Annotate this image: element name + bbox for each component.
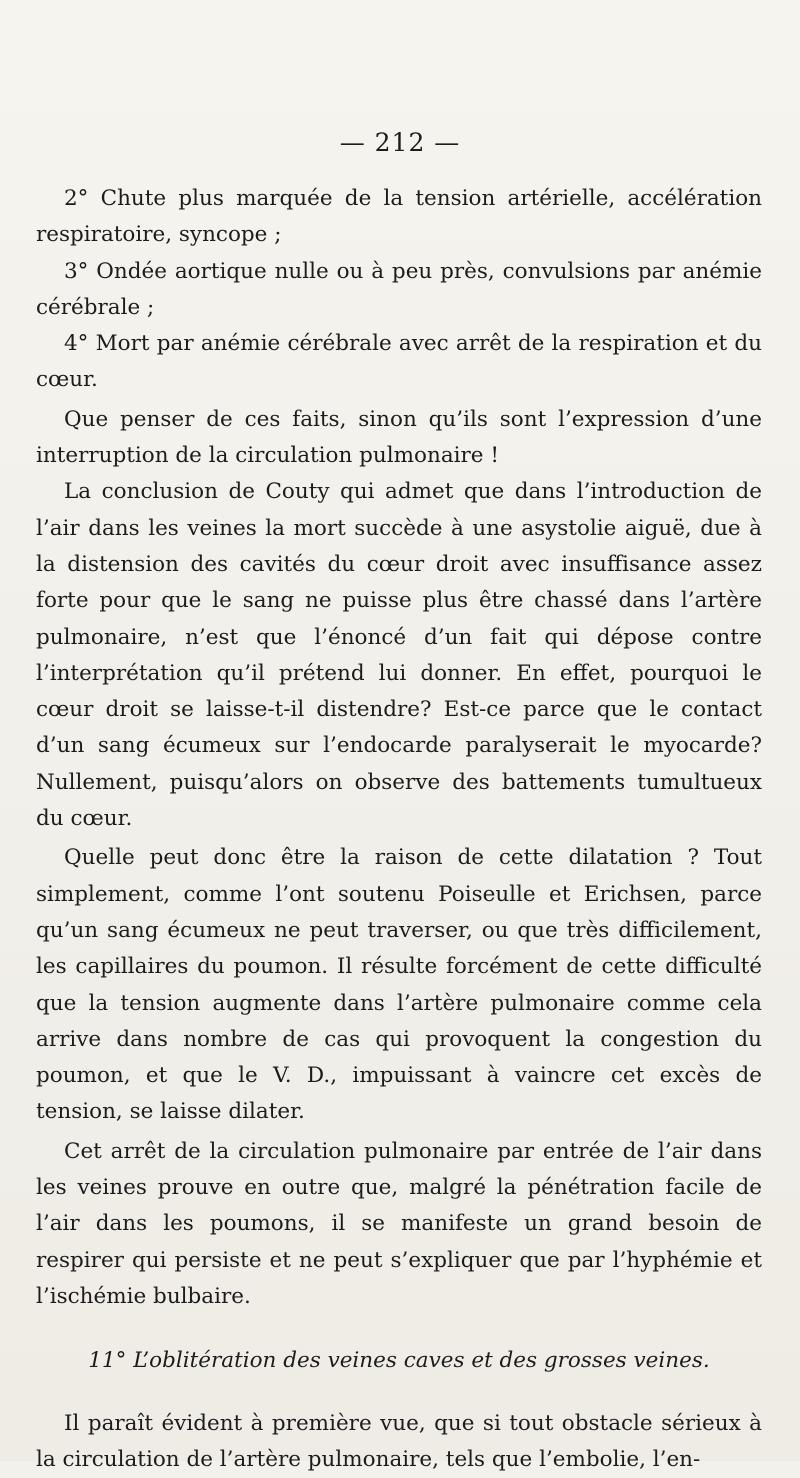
paragraph-item-4: 4° Mort par anémie cérébrale avec arrêt de la respiration et du cœur. [36,326,762,399]
paragraph-question: Que penser de ces faits, sinon qu’ils sont l’expression d’une interruption de la circulation pulmonaire ! [36,402,762,475]
paragraph-closing: Il paraît évident à première vue, que si tout obstacle sérieux à la circulation de l’artère pulmonaire, tels que l’embolie, l’en- [36,1406,762,1478]
section-title: 11° L’oblitération des veines caves et des grosses veines. [36,1343,762,1379]
page-number: — 212 — [0,128,800,157]
paragraph-couty: La conclusion de Couty qui admet que dans l’introduction de l’air dans les veines la mort succède à une asystolie aiguë, due à la distension des cavités du cœur droit avec insuffisance assez forte pour que le sang ne puisse plus être chassé dans l’artère pulmonaire, n’est que l’énoncé d’un fait qui dépose contre l’interprétation qu’il prétend lui donner. En effet, pourquoi le cœur droit se laisse-t-il distendre? Est-ce parce que le contact d’un sang écumeux sur l’endocarde paralyserait le myocarde? Nullement, puisqu’alors on observe des battements tumultueux du cœur. [36,474,762,837]
paragraph-item-2: 2° Chute plus marquée de la tension artérielle, accélération respiratoire, syncope ; [36,181,762,254]
paragraph-dilatation: Quelle peut donc être la raison de cette dilatation ? Tout simplement, comme l’ont soutenu Poiseulle et Erichsen, parce qu’un sang écumeux ne peut traverser, ou que très difficilement, les capillaires du poumon. Il résulte forcément de cette difficulté que la tension augmente dans l’artère pulmonaire comme cela arrive dans nombre de cas qui provoquent la congestion du poumon, et que le V. D., impuissant à vaincre cet excès de tension, se laisse dilater. [36,840,762,1130]
paragraph-arret: Cet arrêt de la circulation pulmonaire par entrée de l’air dans les veines prouve en outre que, malgré la pénétration facile de l’air dans les poumons, il se manifeste un grand besoin de respirer qui persiste et ne peut s’expliquer que par l’hyphémie et l’ischémie bulbaire. [36,1134,762,1315]
body-text [36,181,762,1478]
paragraph-item-3: 3° Ondée aortique nulle ou à peu près, convulsions par anémie cérébrale ; [36,254,762,327]
